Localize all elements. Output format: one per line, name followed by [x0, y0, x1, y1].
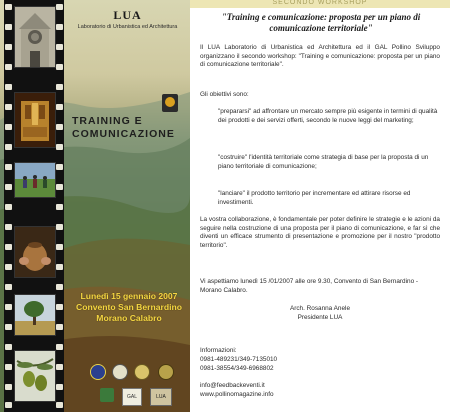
header-label: SECONDO WORKSHOP [272, 0, 368, 6]
event-date-block [70, 291, 188, 324]
poster-title-line1: TRAINING E [72, 115, 143, 127]
collaboration-paragraph: La vostra collaborazione, è fondamentale per poter definire le strategie e le azioni da seguire nella costruzione di una proposta per il piano di comunicazione, e far sì che diventi un efficace strumento di presentazione e promozione per il nostro "prodotto territorio". [200, 216, 440, 249]
poster-panel [0, 0, 190, 412]
photo-group-outdoors [14, 162, 56, 198]
event-town: Morano Calabro [96, 313, 162, 323]
intro-paragraph: Il LUA Laboratorio di Urbanistica ed Architettura ed il GAL Pollino Sviluppo organizzano il secondo workshop: "Training e comunicazione: proposta per un piano di comunicazione territoriale". [200, 44, 440, 69]
poster-title-line2: COMUNICAZIONE [72, 128, 175, 140]
sponsor-emblem-icon [162, 94, 178, 112]
invitation-text-panel [190, 0, 450, 412]
info-heading: Informazioni: [200, 347, 237, 354]
invite-paragraph: Vi aspettiamo lunedì 15 /01/2007 alle ore 9.30, Convento di San Bernardino - Morano Calabro. [200, 278, 419, 294]
photo-church-facade [14, 6, 56, 68]
signature-name: Arch. Rosanna Anele [289, 305, 351, 312]
header-band [190, 0, 450, 8]
signature-role: Presidente LUA [297, 314, 343, 321]
objective-2: "costruire" l'identità territoriale come strategia di base per la proposta di un piano territoriale di comunicazione; [218, 154, 429, 170]
website-link[interactable]: www.pollinomagazine.info [200, 391, 274, 398]
recycle-logo-icon [100, 388, 114, 402]
lua-small-logo: LUA [150, 388, 172, 406]
film-strip [4, 0, 64, 412]
event-venue: Convento San Bernardino [76, 302, 182, 312]
photo-tree-landscape [14, 294, 56, 336]
lua-logo [70, 8, 185, 30]
objectives-heading: Gli obiettivi sono: [200, 91, 249, 98]
objective-1: "prepararsi" ad affrontare un mercato sempre più esigente in termini di qualità dei prodotti e dei servizi offerti, secondo le nuove leggi del marketing; [218, 108, 438, 124]
eu-flag-icon [90, 364, 106, 380]
photo-pottery-hands [14, 226, 56, 278]
lua-logo-subtitle: Laboratorio di Urbanistica ed Architettura [77, 24, 178, 30]
municipality-crest-icon [158, 364, 174, 380]
photo-golden-altar [14, 92, 56, 148]
workshop-title: "Training e comunicazione: proposta per un piano di comunicazione territoriale" [221, 12, 421, 33]
event-date: Lunedì 15 gennaio 2007 [80, 291, 178, 301]
lua-logo-title: LUA [113, 8, 142, 22]
photo-olives [14, 350, 56, 402]
email-link[interactable]: info@feedbackeventi.it [200, 382, 265, 389]
objective-3: "lanciare" il prodotto territorio per incrementare ed attirare risorse ed investimenti. [218, 190, 411, 206]
gal-logo: GAL [122, 388, 142, 406]
partner-logos [84, 358, 188, 410]
phone-1: 0981-489231/349-7135010 [200, 356, 278, 363]
region-crest-icon [112, 364, 128, 380]
phone-2: 0981-38554/349-6968802 [200, 365, 274, 372]
province-crest-icon [134, 364, 150, 380]
poster-title [72, 115, 184, 141]
